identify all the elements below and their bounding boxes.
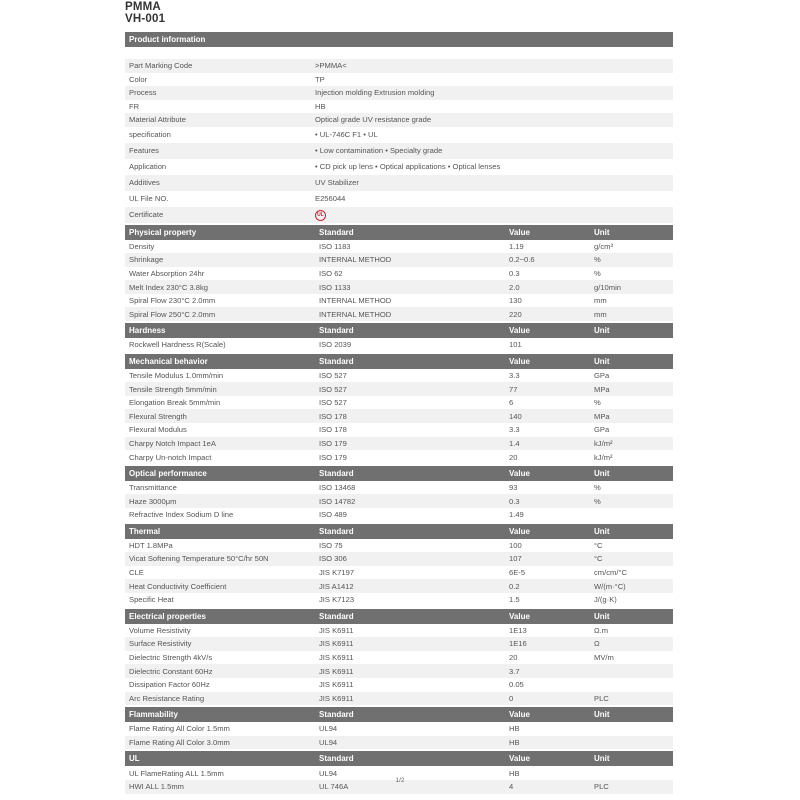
property-standard: ISO 527 — [319, 370, 347, 380]
property-name: Water Absorption 24hr — [129, 268, 205, 278]
table-row — [125, 593, 673, 607]
table-row — [125, 678, 673, 692]
product-info-value — [315, 209, 673, 221]
property-standard: ISO 179 — [319, 452, 347, 462]
table-row — [125, 508, 673, 522]
unit-column-header: Unit — [594, 356, 610, 366]
property-value: 0.3 — [509, 268, 520, 278]
property-name: Tensile Modulus 1.0mm/min — [129, 370, 224, 380]
property-value: 101 — [509, 340, 522, 350]
product-info-row — [125, 127, 673, 143]
table-row — [125, 637, 673, 651]
property-value: 3.7 — [509, 666, 520, 676]
property-name: Flame Rating All Color 1.5mm — [129, 724, 230, 734]
unit-column-header: Unit — [594, 611, 610, 621]
table-row — [125, 566, 673, 580]
table-row — [125, 481, 673, 495]
property-value: 0.05 — [509, 680, 524, 690]
property-name: Spiral Flow 230°C 2.0mm — [129, 296, 216, 306]
section-header — [125, 225, 673, 240]
page-number: 1/2 — [395, 777, 405, 784]
product-info-value: Optical grade UV resistance grade — [315, 115, 432, 125]
property-unit: Ω.m — [594, 625, 609, 635]
property-standard: ISO 527 — [319, 398, 347, 408]
standard-column-header: Standard — [319, 356, 354, 366]
property-value: HB — [509, 738, 520, 748]
property-standard: ISO 489 — [319, 510, 347, 520]
property-name: HWI ALL 1.5mm — [129, 782, 184, 792]
property-name: Charpy Un-notch Impact — [129, 452, 212, 462]
property-value: 4 — [509, 782, 514, 792]
property-name: HDT 1.8MPa — [129, 540, 173, 550]
property-standard: JIS K6911 — [319, 653, 354, 663]
property-value: 3.3 — [509, 425, 520, 435]
spacer — [125, 47, 673, 59]
section-header — [125, 707, 673, 722]
section-rows — [125, 481, 673, 522]
property-standard: ISO 75 — [319, 540, 343, 550]
property-name: Vicat Softening Temperature 50°C/hr 50N — [129, 554, 269, 564]
section-rows — [125, 539, 673, 607]
property-value: 1.5 — [509, 595, 520, 605]
value-column-header: Value — [509, 611, 530, 621]
property-standard: INTERNAL METHOD — [319, 296, 392, 306]
property-name: CLE — [129, 568, 144, 578]
section-heading: Flammability — [129, 710, 178, 720]
table-row — [125, 396, 673, 410]
property-unit: mm — [594, 296, 607, 306]
table-row — [125, 253, 673, 267]
product-info-label: Part Marking Code — [129, 61, 193, 71]
property-name: Flexural Strength — [129, 411, 187, 421]
property-unit: mm — [594, 309, 607, 319]
section-heading: Hardness — [129, 326, 166, 336]
property-unit: J/(g·K) — [594, 595, 617, 605]
property-unit: cm/cm/°C — [594, 568, 627, 578]
product-info-header — [125, 32, 673, 47]
section-header — [125, 609, 673, 624]
property-name: Melt Index 230°C 3.8kg — [129, 282, 209, 292]
product-info-label: Certificate — [129, 210, 164, 219]
product-info-label: Application — [129, 162, 167, 171]
property-standard: JIS K7123 — [319, 595, 355, 605]
property-unit: MPa — [594, 411, 610, 421]
value-column-header: Value — [509, 710, 530, 720]
product-info-table — [125, 59, 673, 223]
property-standard: UL 746A — [319, 782, 349, 792]
table-row — [125, 369, 673, 383]
table-row — [125, 382, 673, 396]
property-name: Volume Resistivity — [129, 625, 191, 635]
value-column-header: Value — [509, 754, 530, 764]
property-name: Charpy Notch Impact 1eA — [129, 438, 216, 448]
property-value: HB — [509, 724, 520, 734]
table-row — [125, 307, 673, 321]
standard-column-header: Standard — [319, 326, 354, 336]
product-info-row — [125, 86, 673, 100]
standard-column-header: Standard — [319, 468, 354, 478]
property-standard: ISO 178 — [319, 425, 347, 435]
property-standard: JIS K6911 — [319, 693, 354, 703]
table-row — [125, 736, 673, 750]
document-title: PMMA — [125, 1, 161, 13]
property-standard: ISO 14782 — [319, 496, 356, 506]
product-info-value: • CD pick up lens • Optical applications • Optical lenses — [315, 162, 501, 171]
property-unit: W/(m·°C) — [594, 581, 626, 591]
property-standard: ISO 1183 — [319, 241, 351, 251]
product-info-label: Process — [129, 88, 157, 98]
product-info-value: TP — [315, 74, 325, 84]
property-value: 20 — [509, 452, 518, 462]
property-standard: JIS K6911 — [319, 680, 354, 690]
value-column-header: Value — [509, 356, 530, 366]
table-row — [125, 423, 673, 437]
product-info-label: specification — [129, 130, 171, 139]
product-info-label: Color — [129, 74, 148, 84]
ul-certificate-icon: UL — [315, 210, 326, 221]
property-name: Density — [129, 241, 155, 251]
property-unit: % — [594, 496, 601, 506]
product-info-row — [125, 207, 673, 223]
table-row — [125, 240, 673, 254]
property-name: Arc Resistance Rating — [129, 693, 205, 703]
property-unit: °C — [594, 540, 603, 550]
section-heading: Optical performance — [129, 468, 207, 478]
unit-column-header: Unit — [594, 710, 610, 720]
property-value: 220 — [509, 309, 522, 319]
property-value: 1.49 — [509, 510, 524, 520]
property-sections — [125, 225, 673, 794]
property-value: 0.2 — [509, 581, 520, 591]
property-name: Spiral Flow 250°C 2.0mm — [129, 309, 216, 319]
table-row — [125, 722, 673, 736]
property-value: 0.3 — [509, 496, 520, 506]
property-standard: ISO 178 — [319, 411, 347, 421]
property-unit: % — [594, 398, 601, 408]
property-value: 20 — [509, 653, 518, 663]
property-unit: PLC — [594, 693, 609, 703]
standard-column-header: Standard — [319, 227, 354, 237]
property-name: Haze 3000μm — [129, 496, 177, 506]
standard-column-header: Standard — [319, 611, 354, 621]
section-heading: UL — [129, 754, 140, 764]
property-standard: ISO 1133 — [319, 282, 351, 292]
product-info-row — [125, 59, 673, 73]
property-name: Dissipation Factor 60Hz — [129, 680, 210, 690]
table-row — [125, 539, 673, 553]
product-info-label: Additives — [129, 178, 160, 187]
property-value: 107 — [509, 554, 522, 564]
product-info-heading: Product information — [129, 35, 206, 44]
property-value: 6E-5 — [509, 568, 526, 578]
property-name: Transmittance — [129, 483, 177, 493]
product-info-label: UL File NO. — [129, 194, 169, 203]
property-value: 1E16 — [509, 639, 527, 649]
unit-column-header: Unit — [594, 754, 610, 764]
standard-column-header: Standard — [319, 526, 354, 536]
property-value: 1.19 — [509, 241, 524, 251]
property-name: Elongation Break 5mm/min — [129, 398, 221, 408]
product-info-row — [125, 159, 673, 175]
property-name: Flame Rating All Color 3.0mm — [129, 738, 230, 748]
property-standard: ISO 62 — [319, 268, 343, 278]
property-standard: UL94 — [319, 738, 338, 748]
property-unit: % — [594, 268, 601, 278]
table-row — [125, 267, 673, 281]
table-row — [125, 579, 673, 593]
property-unit: kJ/m² — [594, 452, 613, 462]
table-row — [125, 280, 673, 294]
section-header — [125, 466, 673, 481]
section-rows — [125, 240, 673, 322]
property-value: HB — [509, 768, 520, 778]
product-info-value: E256044 — [315, 194, 346, 203]
property-standard: JIS A1412 — [319, 581, 354, 591]
section-rows — [125, 624, 673, 706]
property-name: Dielectric Strength 4kV/s — [129, 653, 213, 663]
property-standard: INTERNAL METHOD — [319, 255, 392, 265]
property-value: 77 — [509, 384, 518, 394]
product-info-value: >PMMA< — [315, 61, 347, 71]
property-standard: ISO 527 — [319, 384, 347, 394]
product-info-label: FR — [129, 101, 140, 111]
property-name: Dielectric Constant 60Hz — [129, 666, 213, 676]
property-value: 130 — [509, 296, 522, 306]
section-heading: Thermal — [129, 526, 161, 536]
section-header — [125, 524, 673, 539]
property-unit: g/10min — [594, 282, 622, 292]
table-row — [125, 437, 673, 451]
product-info-row — [125, 100, 673, 114]
unit-column-header: Unit — [594, 526, 610, 536]
property-value: 100 — [509, 540, 522, 550]
unit-column-header: Unit — [594, 326, 610, 336]
property-standard: UL94 — [319, 768, 338, 778]
section-heading: Physical property — [129, 227, 197, 237]
table-row — [125, 294, 673, 308]
product-info-row — [125, 191, 673, 207]
property-name: Specific Heat — [129, 595, 174, 605]
property-value: 1E13 — [509, 625, 527, 635]
table-row — [125, 409, 673, 423]
property-standard: ISO 2039 — [319, 340, 352, 350]
product-info-row — [125, 73, 673, 87]
table-row — [125, 494, 673, 508]
value-column-header: Value — [509, 526, 530, 536]
property-unit: GPa — [594, 425, 610, 435]
property-name: Tensile Strength 5mm/min — [129, 384, 217, 394]
property-unit: % — [594, 255, 601, 265]
property-value: 140 — [509, 411, 522, 421]
property-unit: kJ/m² — [594, 438, 613, 448]
table-row — [125, 624, 673, 638]
property-unit: MPa — [594, 384, 610, 394]
section-header — [125, 751, 673, 766]
property-unit: Ω — [594, 639, 600, 649]
property-name: Refractive Index Sodium D line — [129, 510, 234, 520]
property-unit: % — [594, 483, 601, 493]
value-column-header: Value — [509, 326, 530, 336]
standard-column-header: Standard — [319, 754, 354, 764]
property-standard: JIS K7197 — [319, 568, 355, 578]
unit-column-header: Unit — [594, 227, 610, 237]
product-info-value: Injection molding Extrusion molding — [315, 88, 435, 98]
section-rows — [125, 338, 673, 352]
property-standard: ISO 13468 — [319, 483, 356, 493]
product-info-value: UV Stabilizer — [315, 178, 359, 187]
property-standard: JIS K6911 — [319, 625, 354, 635]
property-name: Surface Resistivity — [129, 639, 192, 649]
property-value: 2.0 — [509, 282, 520, 292]
value-column-header: Value — [509, 468, 530, 478]
table-row — [125, 450, 673, 464]
property-name: Rockwell Hardness R(Scale) — [129, 340, 226, 350]
product-info-row — [125, 175, 673, 191]
section-rows — [125, 722, 673, 749]
property-standard: ISO 179 — [319, 438, 347, 448]
property-standard: UL94 — [319, 724, 338, 734]
product-info-row — [125, 143, 673, 159]
property-name: Shrinkage — [129, 255, 164, 265]
property-name: Flexural Modulus — [129, 425, 187, 435]
property-unit: PLC — [594, 782, 609, 792]
table-row — [125, 552, 673, 566]
property-unit: g/cm³ — [594, 241, 613, 251]
section-header — [125, 354, 673, 369]
value-column-header: Value — [509, 227, 530, 237]
product-info-value: • Low contamination • Specialty grade — [315, 146, 443, 155]
product-info-label: Material Attribute — [129, 115, 186, 125]
property-value: 1.4 — [509, 438, 520, 448]
datasheet — [125, 30, 673, 794]
standard-column-header: Standard — [319, 710, 354, 720]
table-row — [125, 651, 673, 665]
property-value: 3.3 — [509, 370, 520, 380]
property-value: 0 — [509, 693, 514, 703]
property-name: UL FlameRating ALL 1.5mm — [129, 768, 224, 778]
product-info-value: • UL-746C F1 • UL — [315, 130, 378, 139]
table-row — [125, 664, 673, 678]
property-standard: JIS K6911 — [319, 666, 354, 676]
section-heading: Mechanical behavior — [129, 356, 208, 366]
section-rows — [125, 369, 673, 464]
property-value: 93 — [509, 483, 518, 493]
property-standard: ISO 306 — [319, 554, 347, 564]
section-header — [125, 323, 673, 338]
unit-column-header: Unit — [594, 468, 610, 478]
property-unit: MV/m — [594, 653, 614, 663]
property-standard: INTERNAL METHOD — [319, 309, 392, 319]
product-info-value: HB — [315, 101, 326, 111]
property-name: Heat Conductivity Coefficient — [129, 581, 227, 591]
property-value: 6 — [509, 398, 514, 408]
property-standard: JIS K6911 — [319, 639, 354, 649]
product-code: VH-001 — [125, 13, 166, 25]
product-info-row — [125, 113, 673, 127]
product-info-label: Features — [129, 146, 159, 155]
property-unit: GPa — [594, 370, 610, 380]
table-row — [125, 338, 673, 352]
section-heading: Electrical properties — [129, 611, 206, 621]
property-value: 0.2~0.6 — [509, 255, 535, 265]
property-unit: °C — [594, 554, 603, 564]
table-row — [125, 692, 673, 706]
